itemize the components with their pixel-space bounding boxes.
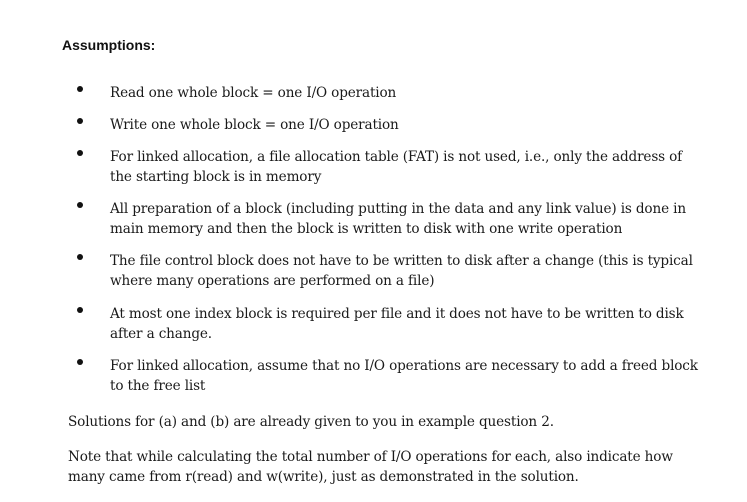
list-item-text: Read one whole block = one I/O operation [110, 85, 397, 101]
list-item-text: The file control block does not have to be written to disk after a change (this is typical where many operations are performed on a file) [110, 253, 693, 289]
list-item-text: All preparation of a block (including putting in the data and any link value) is done in main memory and then the block is written to disk with one write operation [110, 201, 686, 237]
solutions-note: Solutions for (a) and (b) are already given to you in example question 2. [68, 414, 554, 430]
bullet-icon [77, 86, 83, 92]
list-item-text: For linked allocation, a file allocation table (FAT) is not used, i.e., only the address of the starting block is in memory [110, 149, 683, 185]
list-item-text: At most one index block is required per file and it does not have to be written to disk after a change. [110, 306, 684, 342]
io-count-note: Note that while calculating the total number of I/O operations for each, also indicate how many came from r(read) and w(write), just as demonstrated in the solution. [68, 449, 673, 485]
bullet-icon [77, 150, 83, 156]
bullet-icon [77, 359, 83, 365]
bullet-icon [77, 307, 83, 313]
bullet-icon [77, 202, 83, 208]
list-item-text: For linked allocation, assume that no I/O operations are necessary to add a freed block to the free list [110, 358, 698, 394]
bullet-icon [77, 254, 83, 260]
bullet-icon [77, 118, 83, 124]
list-item-text: Write one whole block = one I/O operation [110, 117, 399, 133]
assumptions-heading: Assumptions: [62, 37, 156, 53]
